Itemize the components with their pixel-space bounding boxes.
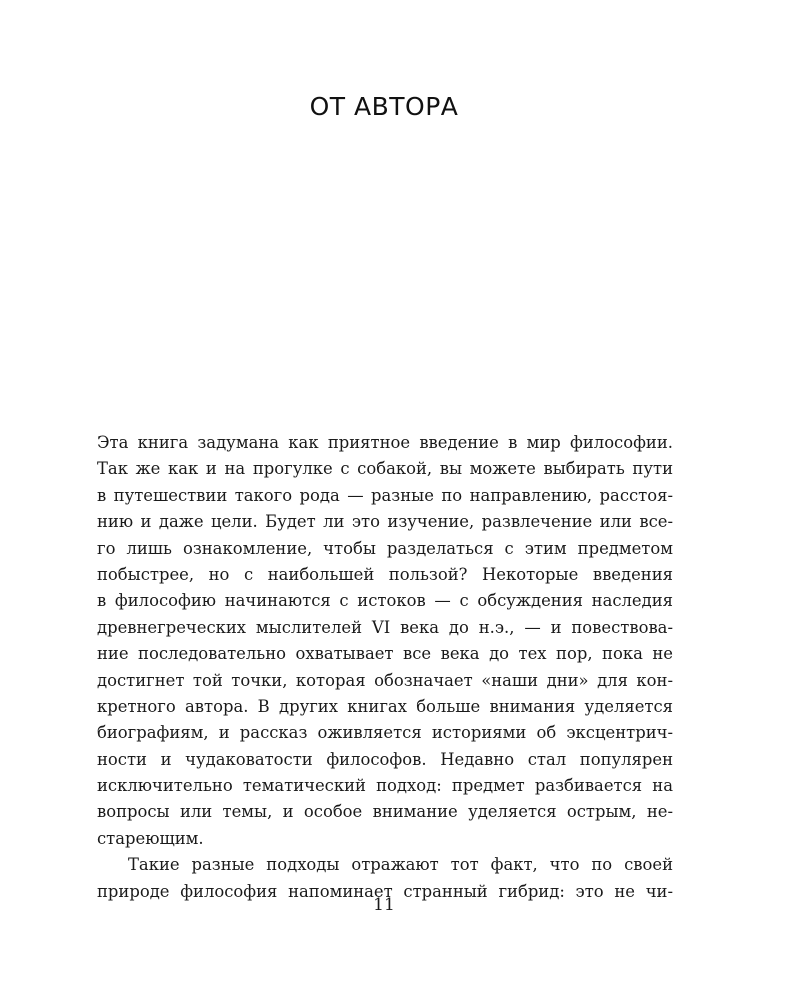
text-line: ние последовательно охватывает все века до тех пор, пока не xyxy=(97,644,673,664)
chapter-title: ОТ АВТОРА xyxy=(309,92,459,121)
text-line: исключительно тематический подход: предмет разбивается на xyxy=(97,776,673,796)
text-line: побыстрее, но с наибольшей пользой? Некоторые введения xyxy=(97,564,673,584)
body-text xyxy=(97,430,673,905)
text-line: в путешествии такого рода — разные по направлению, расстоя- xyxy=(97,485,673,505)
page-number: 11 xyxy=(373,895,395,915)
text-line: кретного автора. В других книгах больше внимания уделяется xyxy=(97,696,673,716)
text-line: Такие разные подходы отражают тот факт, что по своей xyxy=(128,855,673,875)
text-line: биографиям, и рассказ оживляется историями об эксцентрич- xyxy=(97,723,673,743)
text-line: в философию начинаются с истоков — с обсуждения наследия xyxy=(97,591,673,611)
text-line: природе философия напоминает странный гибрид: это не чи- xyxy=(97,881,673,901)
text-line: вопросы или темы, и особое внимание уделяется острым, не- xyxy=(97,802,673,822)
text-line: древнегреческих мыслителей VI века до н.э., — и повествова- xyxy=(97,617,673,637)
text-line: го лишь ознакомление, чтобы разделаться с этим предметом xyxy=(97,538,673,558)
text-line: достигнет той точки, которая обозначает «наши дни» для кон- xyxy=(97,670,673,690)
text-line: стареющим. xyxy=(97,828,204,848)
text-line: Эта книга задумана как приятное введение в мир философии. xyxy=(97,433,673,452)
text-line: ности и чудаковатости философов. Недавно стал популярен xyxy=(97,749,673,769)
text-line: Так же как и на прогулке с собакой, вы можете выбирать пути xyxy=(97,459,673,479)
text-line: нию и даже цели. Будет ли это изучение, развлечение или все- xyxy=(97,512,673,532)
